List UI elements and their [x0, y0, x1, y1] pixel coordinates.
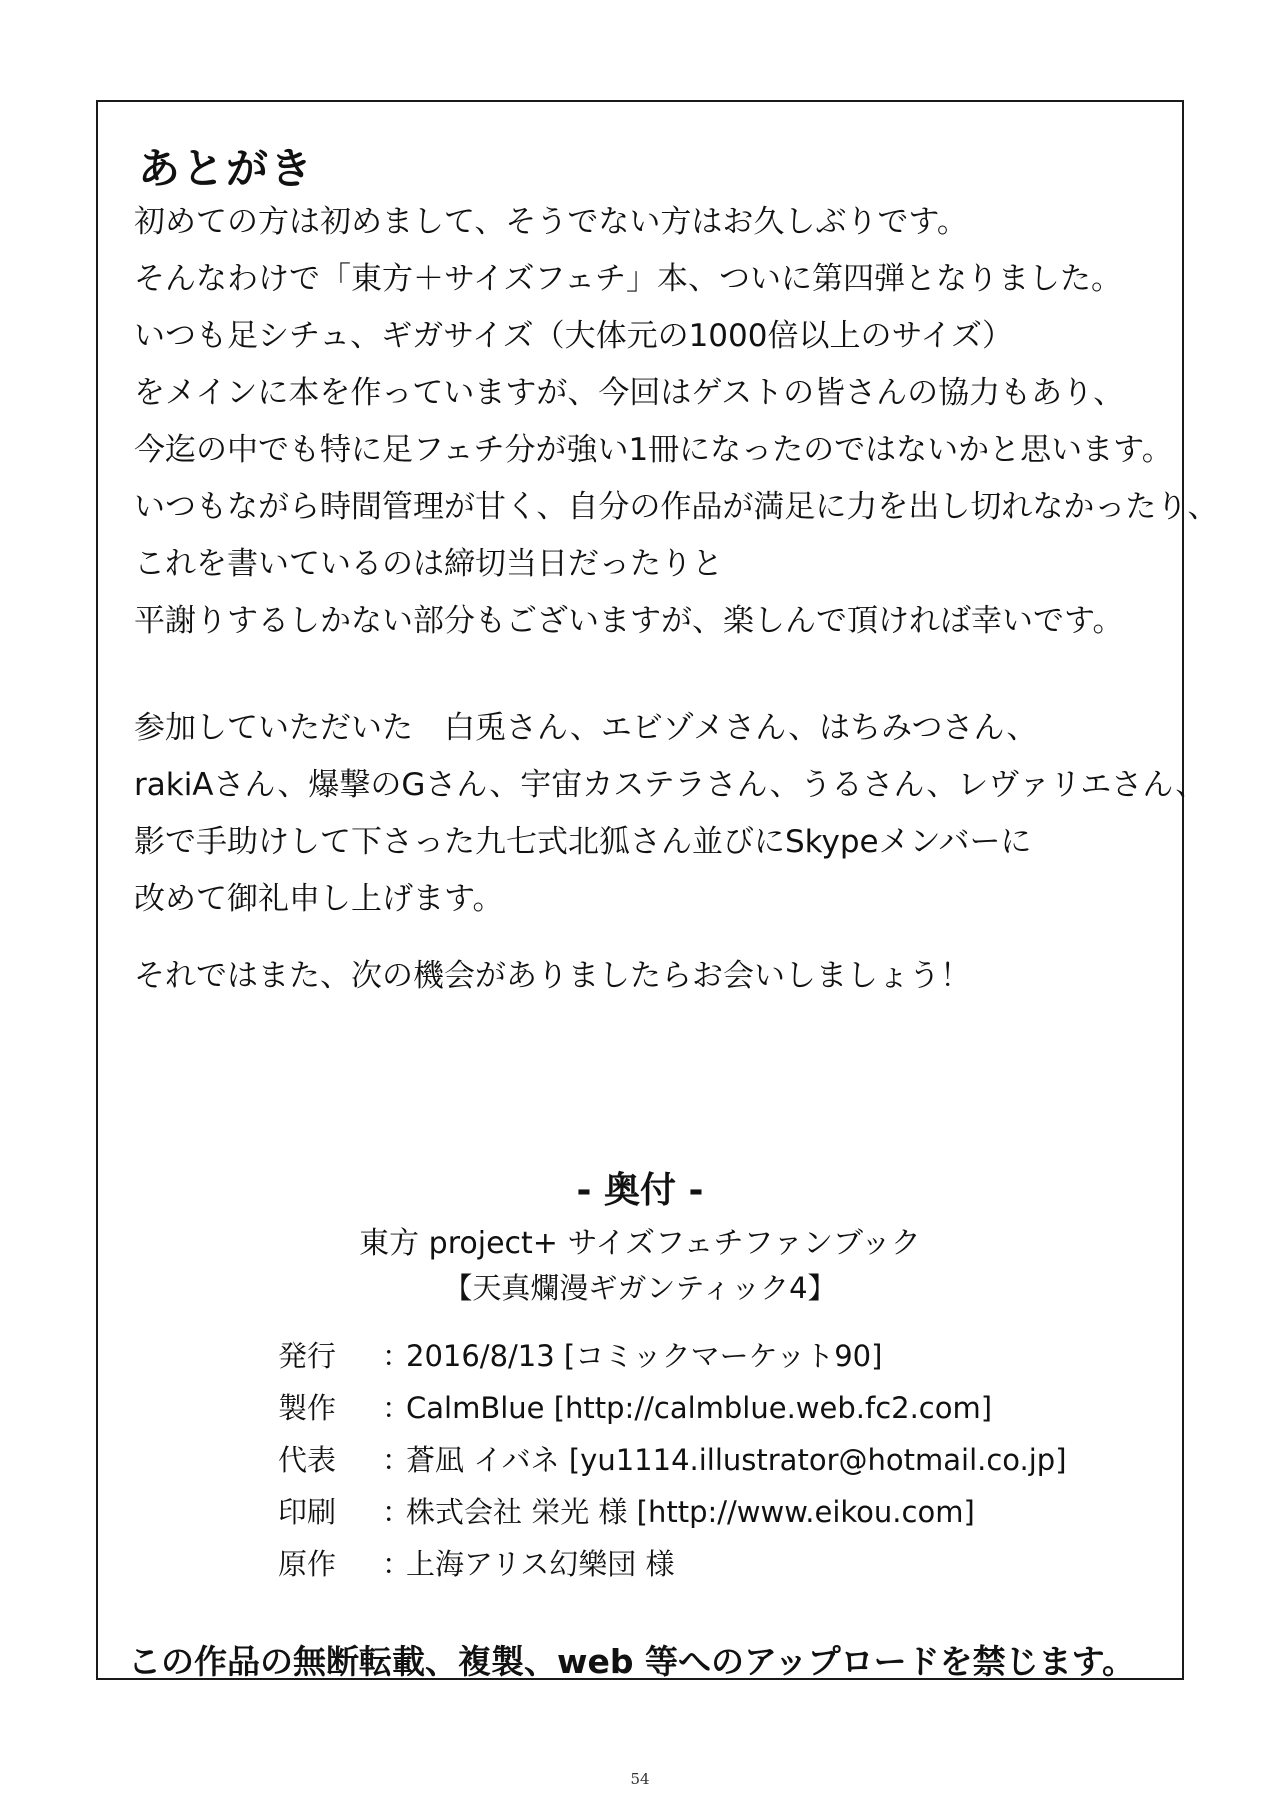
text-line: そんなわけで「東方＋サイズフェチ」本、ついに第四弾となりました。 [134, 261, 1122, 297]
row-label: 印刷 [278, 1495, 337, 1529]
page-number: 54 [630, 1770, 650, 1788]
afterword-title: あとがき [138, 144, 315, 193]
colophon-row-production [278, 1382, 1067, 1434]
row-colon: ： [382, 1443, 412, 1477]
text-line: それではまた、次の機会がありましたらお会いしましょう！ [134, 958, 971, 994]
page-frame [96, 100, 1219, 1681]
colophon-row-original [278, 1538, 1067, 1590]
text-line: 初めての方は初めまして、そうでない方はお久しぶりです。 [134, 204, 968, 240]
afterword-paragraph-1 [134, 194, 1218, 650]
afterword-paragraph-2 [134, 700, 1206, 928]
text-line: 平謝りするしかない部分もございますが、楽しんで頂ければ幸いです。 [134, 603, 1124, 639]
afterword-paragraph-3 [134, 948, 971, 1005]
row-label: 発行 [278, 1339, 337, 1373]
row-value: 蒼凪 イバネ [yu1114.illustrator@hotmail.co.jp] [406, 1443, 1067, 1477]
colophon-row-publish [278, 1330, 1067, 1382]
text-line: これを書いているのは締切当日だったりと [134, 546, 723, 582]
text-line: 影で手助けして下さった九七式北狐さん並びにSkypeメンバーに [134, 824, 1032, 860]
text-line: いつも足シチュ、ギガサイズ（大体元の1000倍以上のサイズ） [134, 318, 1013, 354]
text-line: 改めて御礼申し上げます。 [134, 881, 504, 917]
row-colon: ： [382, 1495, 412, 1529]
colophon-info [278, 1330, 1067, 1590]
row-label: 代表 [278, 1443, 337, 1477]
colophon-row-representative [278, 1434, 1067, 1486]
row-colon: ： [382, 1547, 412, 1581]
row-value: 2016/8/13 [コミックマーケット90] [406, 1339, 883, 1373]
row-label: 原作 [278, 1547, 337, 1581]
row-value: 上海アリス幻樂団 様 [406, 1547, 675, 1581]
text-line: をメインに本を作っていますが、今回はゲストの皆さんの協力もあり、 [134, 375, 1125, 411]
book-title: 【天真爛漫ギガンティック4】 [443, 1271, 837, 1305]
row-colon: ： [382, 1339, 412, 1373]
text-line: 今迄の中でも特に足フェチ分が強い1冊になったのではないかと思います。 [134, 432, 1173, 468]
colophon-row-printing [278, 1486, 1067, 1538]
row-colon: ： [382, 1391, 412, 1425]
text-line: 参加していただいた 白兎さん、エビゾメさん、はちみつさん、 [134, 710, 1038, 746]
row-label: 製作 [278, 1391, 337, 1425]
text-line: いつもながら時間管理が甘く、自分の作品が満足に力を出し切れなかったり、 [134, 489, 1219, 525]
book-series: 東方 project+ サイズフェチファンブック [359, 1226, 921, 1261]
row-value: 株式会社 栄光 様 [http://www.eikou.com] [406, 1495, 975, 1529]
colophon-heading: - 奥付 - [576, 1170, 704, 1211]
row-value: CalmBlue [http://calmblue.web.fc2.com] [406, 1391, 993, 1425]
copyright-notice: この作品の無断転載、複製、web 等へのアップロードを禁じます。 [128, 1642, 1136, 1681]
text-line: rakiAさん、爆撃のGさん、宇宙カステラさん、うるさん、レヴァリエさん、 [134, 767, 1207, 803]
